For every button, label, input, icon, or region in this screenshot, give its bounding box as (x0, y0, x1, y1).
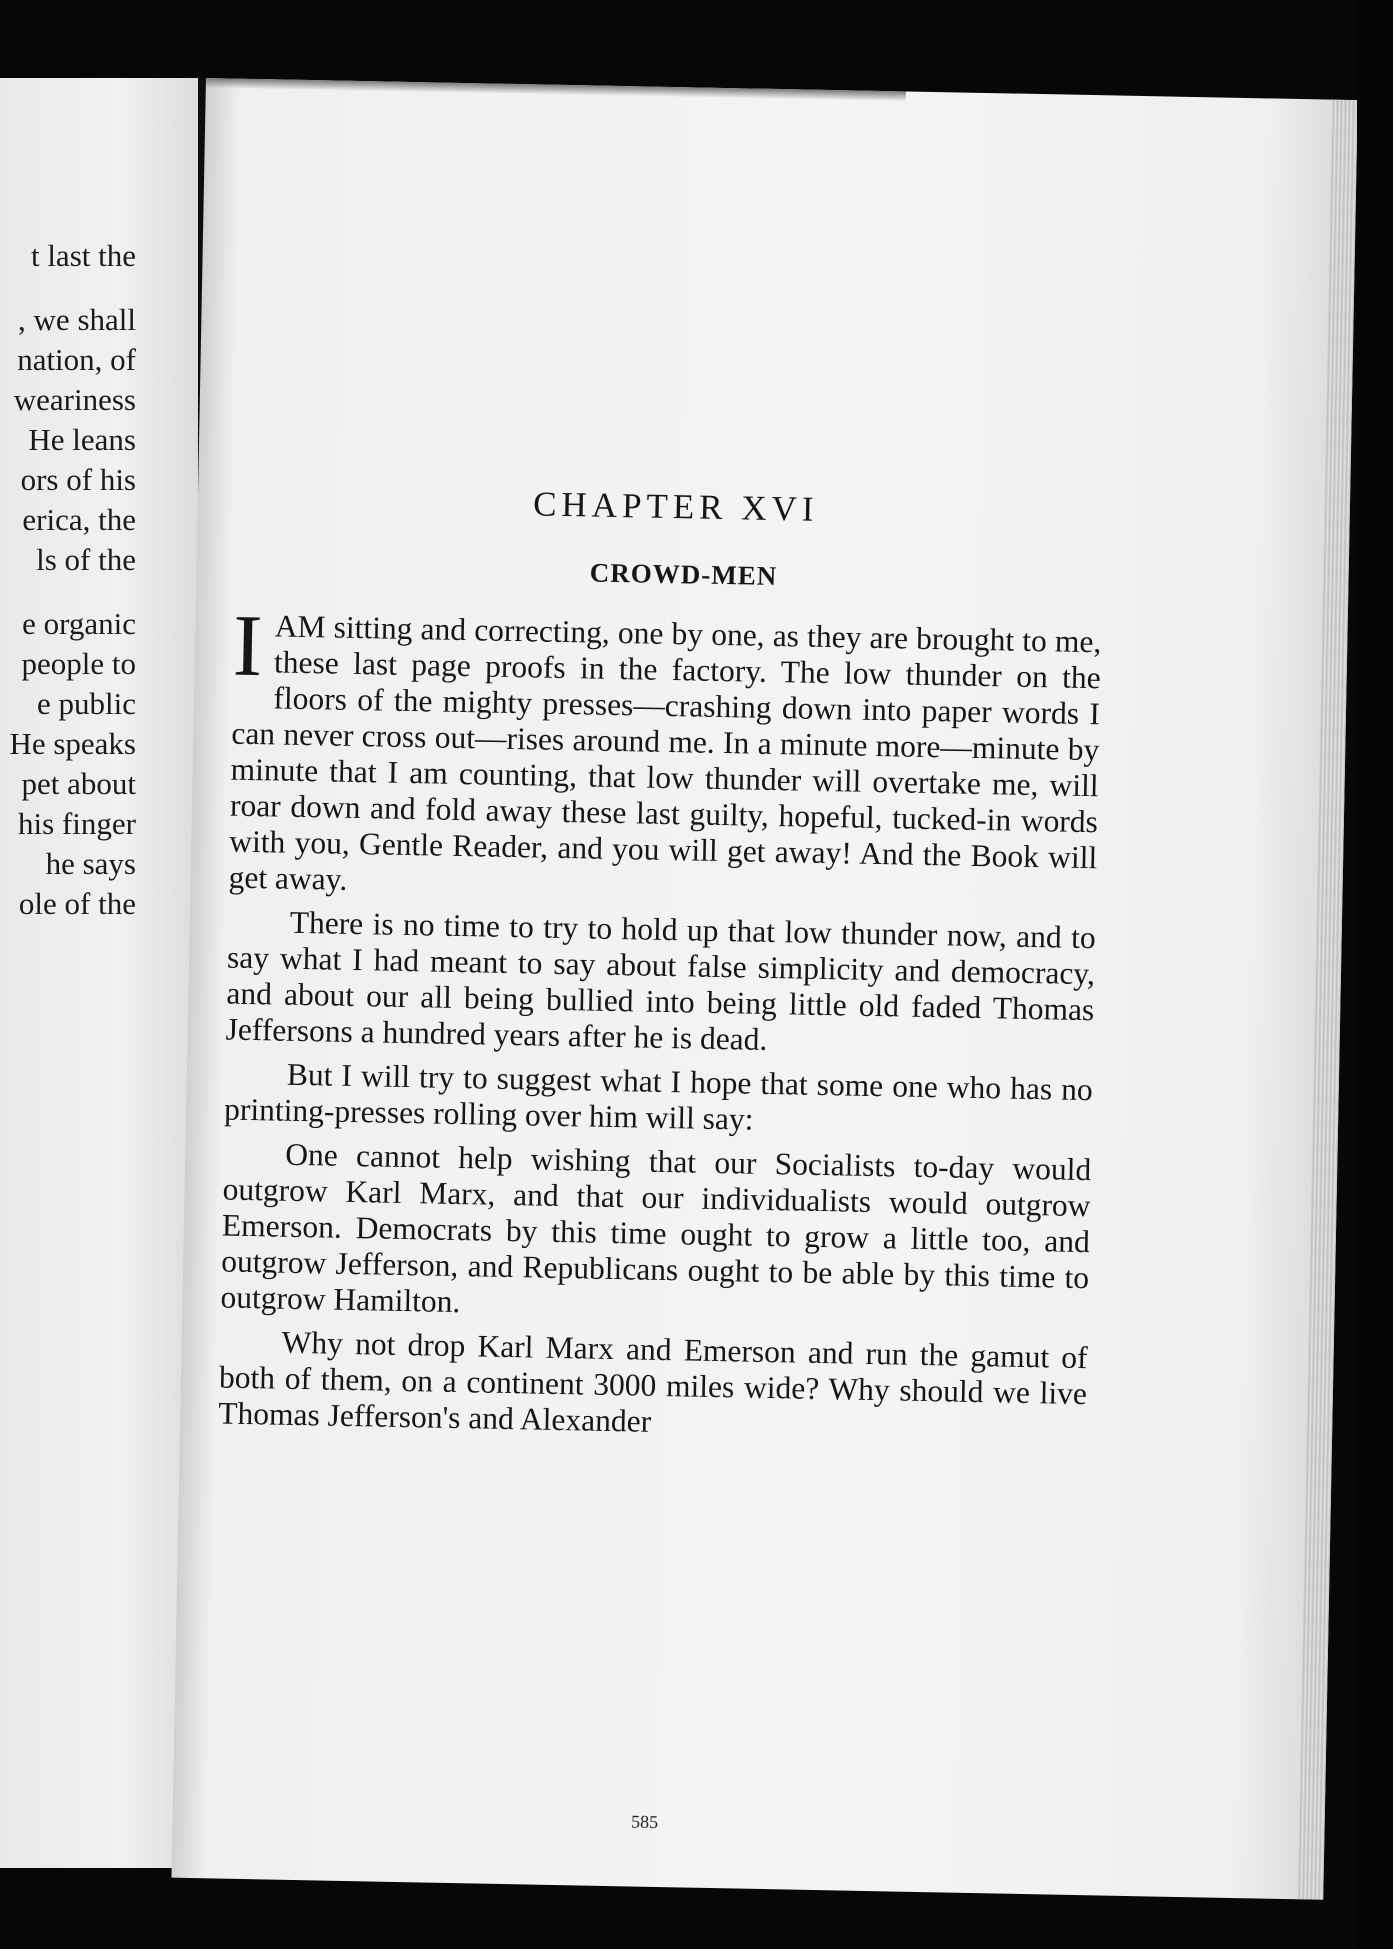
left-line: , we shall (18, 302, 136, 337)
left-line: He leans (28, 422, 136, 457)
facing-page-left (0, 78, 198, 1868)
paragraph-1 (228, 597, 1102, 913)
left-line: t last the (30, 238, 136, 273)
left-line: He speaks (9, 726, 136, 761)
left-line: people to (21, 646, 136, 681)
left-line: erica, the (22, 502, 136, 537)
paragraph-4: One cannot help wishing that our Socialists to-day would outgrow Karl Marx, and that our individualists would outgrow Emerson. Democrats by this time ought to grow a little too, and outgrow Jefferson, and Republicans ought to be able by this time to outgrow Hamilton. (220, 1136, 1092, 1320)
left-line: he says (45, 846, 136, 881)
drop-cap: I (232, 597, 264, 696)
paragraph-5: Why not drop Karl Marx and Emerson and run the gamut of both of them, on a continent 3000 miles wide? Why should we live Thomas Jefferson's and Alexander (218, 1324, 1088, 1439)
left-line: ole of the (18, 886, 136, 921)
left-line: ors of his (20, 462, 136, 497)
page-text-block (218, 479, 1104, 1832)
left-line: weariness (13, 382, 136, 417)
left-line: e public (37, 686, 136, 721)
left-line: pet about (21, 766, 136, 801)
left-line: nation, of (17, 342, 136, 377)
page-fore-edge (1297, 100, 1358, 1900)
left-line: ls of the (36, 542, 136, 577)
page-top-shadow (206, 78, 906, 101)
left-line-gap (0, 580, 136, 604)
page-right (171, 78, 1357, 1900)
left-line-gap (0, 276, 136, 300)
paragraph-text: AM sitting and correcting, one by one, as they are brought to me, these last page proofs in the factory. The low thunder on the floors of the mighty presses—crashing down into paper words I can never cross out—rises around me. In a minute more—minute by minute that I am counting, that low thunder will overtake me, will roar down and fold away these last guilty, hopeful, tucked-in words with you, Gentle Reader, and you will get away! And the Book will get away. (228, 608, 1102, 897)
chapter-heading: CHAPTER XVI (532, 484, 819, 529)
paragraph-3: But I will try to suggest what I hope that some one who has no printing-presses rolling over him will say: (223, 1056, 1094, 1137)
paragraph-2: There is no time to try to hold up that low thunder now, and to say what I had meant to say about false simplicity and democracy, and about our all being bullied into being little old faded Thomas Jeffersons a hundred years after he is dead. (225, 904, 1096, 1057)
left-page-text (0, 236, 136, 924)
chapter-title: CROWD-MEN (589, 557, 778, 592)
left-line: his finger (18, 806, 136, 841)
left-line: e organic (22, 606, 136, 641)
page-number: 585 (630, 1811, 659, 1832)
scan-background-edge (1357, 0, 1393, 1949)
